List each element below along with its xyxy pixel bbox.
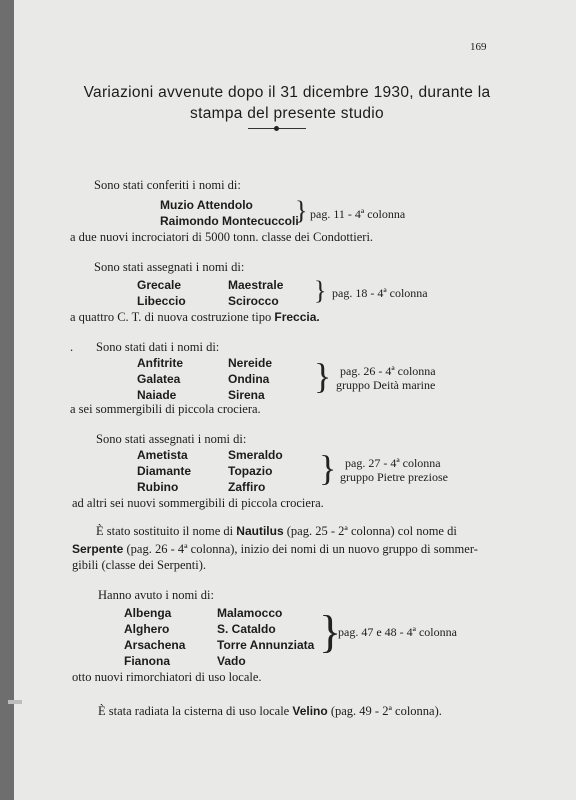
page-number: 169	[470, 41, 487, 53]
ship-name: Naiade	[137, 388, 177, 402]
ship-name: Sirena	[228, 388, 265, 402]
tugs-intro: Hanno avuto i nomi di:	[98, 588, 214, 602]
velino-line	[98, 704, 442, 719]
brace: }	[314, 276, 327, 305]
ship-name: Ametista	[137, 448, 188, 462]
section-1-note: pag. 11 - 4ª colonna	[310, 207, 406, 221]
page-title-line-2: stampa del presente studio	[190, 105, 384, 122]
section-4-footer: ad altri sei nuovi sommergibili di piccola crociera.	[72, 496, 324, 510]
ship-name: Topazio	[228, 464, 273, 478]
ship-name: Albenga	[124, 606, 172, 620]
document-page	[14, 0, 576, 800]
section-2-intro: Sono stati assegnati i nomi di:	[94, 260, 245, 274]
velino-text: (pag. 49 - 2ª colonna).	[330, 704, 442, 718]
ship-name: Ondina	[228, 372, 270, 386]
ship-name: Smeraldo	[228, 448, 283, 462]
section-4-note-2: gruppo Pietre preziose	[340, 470, 448, 484]
ship-name: S. Cataldo	[217, 622, 276, 636]
section-3-bullet: .	[70, 340, 74, 354]
title-ornament-dot	[274, 126, 279, 131]
section-4-intro: Sono stati assegnati i nomi di:	[96, 432, 247, 446]
margin-mark	[8, 700, 22, 704]
tugs-footer: otto nuovi rimorchiatori di uso locale.	[72, 670, 262, 684]
ship-name: Malamocco	[217, 606, 283, 620]
ship-name: Alghero	[124, 622, 170, 636]
ship-name: Diamante	[137, 464, 192, 478]
class-name: Freccia.	[274, 310, 320, 324]
ship-name: Maestrale	[228, 278, 284, 292]
section-3-footer: a sei sommergibili di piccola crociera.	[70, 402, 261, 416]
ship-name: Vado	[217, 654, 246, 668]
nautilus-text: (pag. 25 - 2ª colonna) col nome di	[286, 524, 457, 538]
section-2-note: pag. 18 - 4ª colonna	[332, 286, 428, 300]
ship-name: Serpente	[72, 542, 124, 556]
ship-name: Raimondo Montecuccoli	[160, 214, 299, 228]
tugs-note: pag. 47 e 48 - 4ª colonna	[338, 625, 457, 639]
nautilus-text: (pag. 26 - 4ª colonna), inizio dei nomi di un nuovo gruppo di sommer-	[126, 542, 478, 556]
section-3-note-2: gruppo Deità marine	[336, 378, 436, 392]
ship-name: Galatea	[137, 372, 181, 386]
brace: }	[319, 448, 337, 488]
section-3-intro: Sono stati dati i nomi di:	[96, 340, 220, 354]
ship-name: Grecale	[137, 278, 182, 292]
section-4-note-1: pag. 27 - 4ª colonna	[345, 456, 441, 470]
ship-name: Velino	[292, 704, 328, 718]
section-1-intro: Sono stati conferiti i nomi di:	[94, 178, 241, 192]
brace: }	[295, 196, 308, 225]
section-2-footer-text: a quattro C. T. di nuova costruzione tipo	[70, 310, 272, 324]
nautilus-text: È stato sostituito il nome di	[96, 524, 234, 538]
ship-name: Muzio Attendolo	[160, 198, 253, 212]
ship-name: Nautilus	[236, 524, 284, 538]
ship-name: Zaffiro	[228, 480, 266, 494]
ship-name: Scirocco	[228, 294, 279, 308]
nautilus-line-3: gibili (classe dei Serpenti).	[72, 558, 206, 572]
brace: }	[314, 356, 332, 396]
ship-name: Anfitrite	[137, 356, 183, 370]
ship-name: Rubino	[137, 480, 179, 494]
ship-name: Torre Annunziata	[217, 638, 315, 652]
ship-name: Arsachena	[124, 638, 186, 652]
ship-name: Fianona	[124, 654, 171, 668]
section-3-note-1: pag. 26 - 4ª colonna	[340, 364, 436, 378]
section-2-footer	[70, 310, 320, 325]
page-title-line-1: Variazioni avvenute dopo il 31 dicembre 1930, durante la	[83, 84, 491, 101]
section-1-footer: a due nuovi incrociatori di 5000 tonn. classe dei Condottieri.	[70, 230, 374, 244]
nautilus-line-2	[72, 542, 478, 557]
velino-text: È stata radiata la cisterna di uso locale	[98, 704, 290, 718]
nautilus-line-1	[96, 524, 457, 539]
brace: }	[319, 606, 342, 657]
ship-name: Libeccio	[137, 294, 186, 308]
ship-name: Nereide	[228, 356, 273, 370]
